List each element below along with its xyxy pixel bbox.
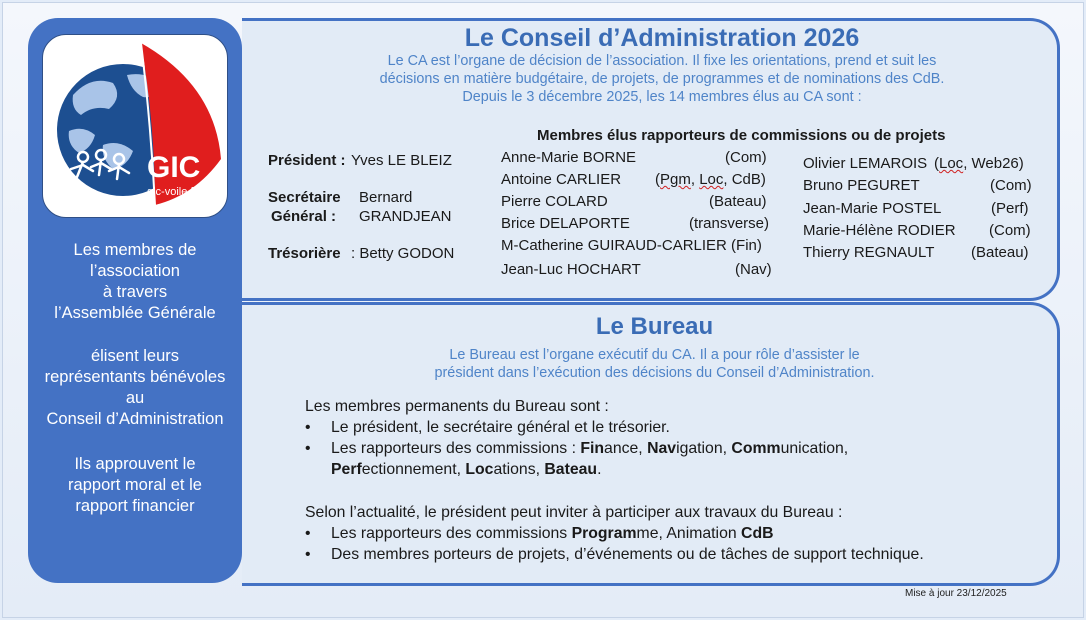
member-role <box>934 155 1024 172</box>
logo-text: GIC <box>147 151 201 184</box>
member-name: Jean-Marie POSTEL <box>803 200 942 217</box>
bureau-desc-line: Le Bureau est l’organe exécutif du CA. Il a pour rôle d’assister le <box>449 347 860 363</box>
left-text-line: élisent leurs <box>90 347 180 365</box>
role-part: , CdB) <box>723 171 766 188</box>
president-label: Président : <box>268 152 346 169</box>
member-name: Olivier LEMAROIS <box>803 155 928 172</box>
bullet-dot: • <box>305 546 311 563</box>
secretary-label: Général : <box>271 208 337 225</box>
bureau-desc-line: président dans l’exécution des décisions du Conseil d’Administration. <box>434 365 875 381</box>
text-part: Fin <box>580 440 605 457</box>
bureau-bullet-programme <box>331 523 774 544</box>
role-part: , <box>690 171 700 188</box>
secretary-name: Bernard <box>359 189 413 206</box>
bureau-intro-invited: Selon l’actualité, le président peut inviter à participer aux travaux du Bureau : <box>305 504 843 521</box>
globe-sail-icon <box>43 35 227 217</box>
role-part: Pgm <box>660 171 691 188</box>
member-name: Anne-Marie BORNE <box>501 149 637 166</box>
role-part: ( <box>934 155 939 172</box>
bureau-bullet-officers: Le président, le secrétaire général et le trésorier. <box>331 419 670 436</box>
member-name: Thierry REGNAULT <box>803 244 935 261</box>
member-name: Antoine CARLIER <box>501 171 622 188</box>
logo-url: gic-voile.fr <box>147 186 198 198</box>
text-part: . <box>597 461 602 478</box>
left-text-line: à travers <box>102 283 168 301</box>
bureau-description <box>242 346 1067 382</box>
member-role <box>655 171 766 188</box>
treasurer-name: : Betty GODON <box>351 245 455 262</box>
gic-logo <box>42 34 228 218</box>
member-role: (Perf) <box>991 200 1029 217</box>
bureau-intro-permanent: Les membres permanents du Bureau sont : <box>305 398 609 415</box>
member-name: Pierre COLARD <box>501 193 608 210</box>
ca-desc-line: décisions en matière budgétaire, de projets, de programmes et de nominations des CdB. <box>379 71 945 87</box>
member-role: (Com) <box>989 222 1031 239</box>
text-part: Perf <box>331 461 362 478</box>
bullet-dot: • <box>305 525 311 542</box>
member-name: Brice DELAPORTE <box>501 215 630 232</box>
member-role: (Com) <box>990 177 1032 194</box>
member-role: (transverse) <box>689 215 770 232</box>
role-part: Loc <box>939 155 964 172</box>
update-date: Mise à jour 23/12/2025 <box>905 588 1007 599</box>
left-text-line: Les membres de <box>73 241 197 259</box>
left-text-line: Ils approuvent le <box>74 455 196 473</box>
text-part: ance, <box>604 440 648 457</box>
left-text-line: l’association <box>90 262 180 280</box>
member-role: (Bateau) <box>709 193 767 210</box>
ca-title: Le Conseil d’Administration 2026 <box>464 24 860 52</box>
left-text-line: au <box>125 389 145 407</box>
text-part: Loc <box>465 461 494 478</box>
secretary-label: Secrétaire <box>268 189 341 206</box>
text-part: CdB <box>741 525 774 542</box>
bureau-title: Le Bureau <box>595 313 714 340</box>
ca-description <box>252 52 1072 106</box>
left-panel-paragraph-3 <box>28 454 242 517</box>
president-name: Yves LE BLEIZ <box>351 152 452 169</box>
member-role: (Com) <box>725 149 767 166</box>
left-text-line: Conseil d’Administration <box>46 410 224 428</box>
text-part: unication, <box>780 440 849 457</box>
text-part: Bateau <box>544 461 598 478</box>
text-part: me, Animation <box>636 525 742 542</box>
treasurer-label: Trésorière <box>268 245 341 262</box>
member-name: Jean-Luc HOCHART <box>501 261 641 278</box>
member-role: (Bateau) <box>971 244 1029 261</box>
left-panel-paragraph-1 <box>28 240 242 324</box>
ca-desc-line: Le CA est l’organe de décision de l’association. Il fixe les orientations, prend et suit les <box>387 53 937 69</box>
bureau-bullet-commissions <box>331 438 971 480</box>
member-name: Bruno PEGURET <box>803 177 920 194</box>
bureau-bullet-projects: Des membres porteurs de projets, d’événements ou de tâches de support technique. <box>331 546 924 563</box>
text-part: Nav <box>647 440 677 457</box>
text-part: igation, <box>676 440 732 457</box>
member-name: M-Catherine GUIRAUD-CARLIER (Fin) <box>501 237 762 254</box>
text-part: Program <box>571 525 637 542</box>
text-part: ations, <box>493 461 545 478</box>
bullet-dot: • <box>305 440 311 457</box>
bullet-dot: • <box>305 419 311 436</box>
left-text-line: rapport financier <box>75 497 195 515</box>
members-heading: Membres élus rapporteurs de commissions ou de projets <box>537 127 946 144</box>
role-part: , Web26) <box>963 155 1024 172</box>
left-text-line: rapport moral et le <box>68 476 202 494</box>
left-text-line: l’Assemblée Générale <box>54 304 216 322</box>
text-part: Les rapporteurs des commissions <box>331 525 572 542</box>
left-panel-paragraph-2 <box>28 346 242 430</box>
text-part: Comm <box>731 440 781 457</box>
text-part: Les rapporteurs des commissions : <box>331 440 581 457</box>
text-part: ectionnement, <box>361 461 466 478</box>
left-text-line: représentants bénévoles <box>44 368 226 386</box>
role-part: ( <box>655 171 660 188</box>
member-name: Marie-Hélène RODIER <box>803 222 956 239</box>
role-part: Loc <box>699 171 724 188</box>
member-role: (Nav) <box>735 261 772 278</box>
secretary-name: GRANDJEAN <box>359 208 452 225</box>
ca-desc-line: Depuis le 3 décembre 2025, les 14 membres élus au CA sont : <box>462 89 862 105</box>
